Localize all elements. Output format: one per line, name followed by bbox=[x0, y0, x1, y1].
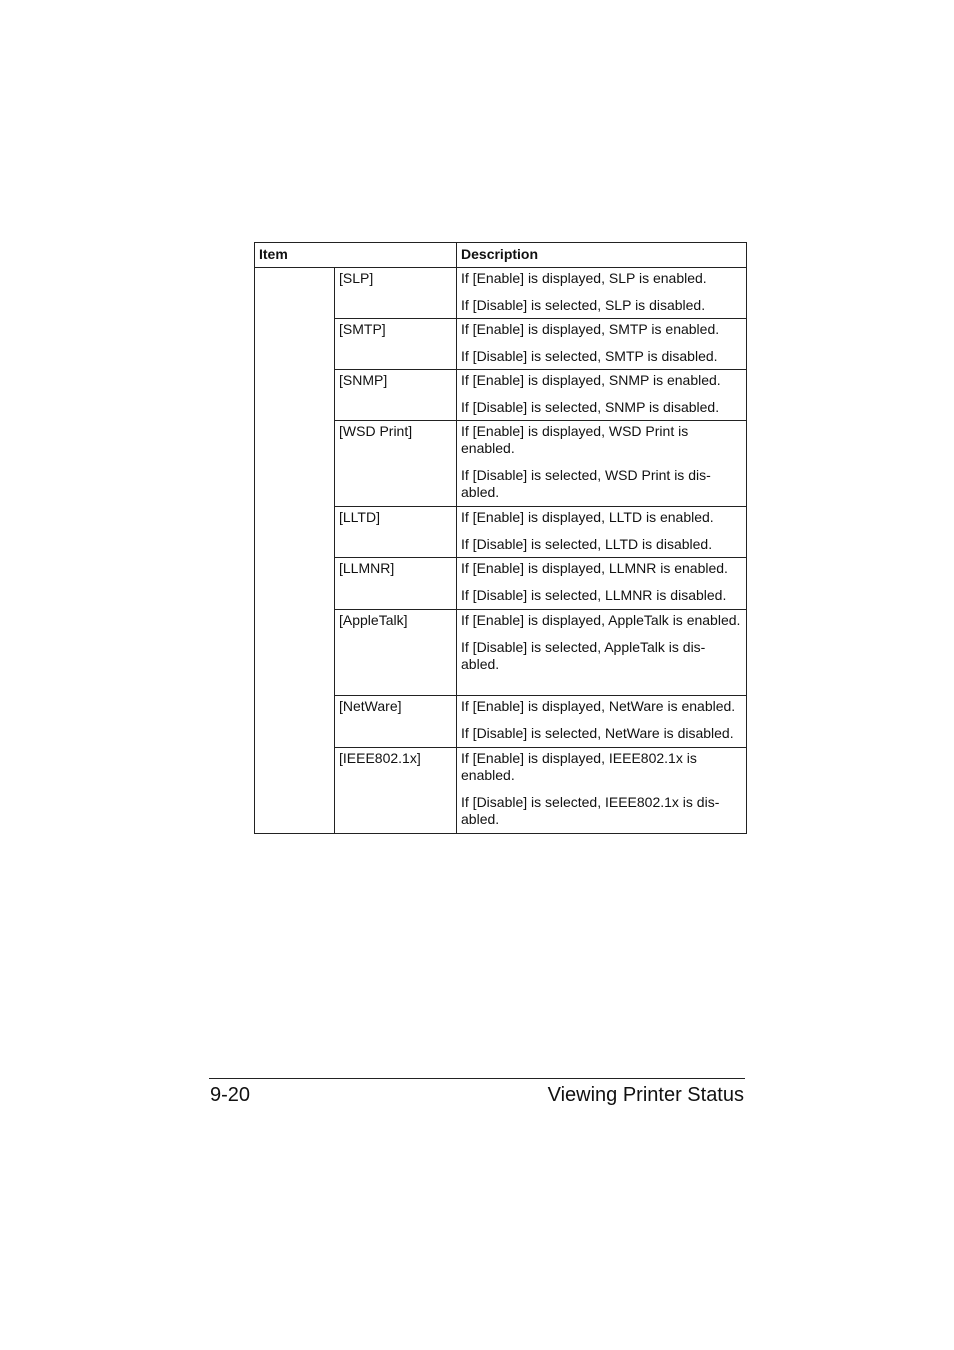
item-cell: [NetWare] bbox=[335, 696, 457, 748]
enabled-text: If [Enable] is displayed, NetWare is enabled. bbox=[461, 698, 736, 714]
disabled-text: If [Disable] is selected, LLMNR is disabled. bbox=[461, 587, 727, 603]
header-description: Description bbox=[457, 243, 747, 268]
description-cell bbox=[457, 268, 747, 319]
item-cell: [SLP] bbox=[335, 268, 457, 319]
item-cell: [SNMP] bbox=[335, 370, 457, 421]
disabled-text: If [Disable] is selected, NetWare is disabled. bbox=[461, 725, 734, 741]
disabled-text: If [Disable] is selected, SLP is disabled. bbox=[461, 297, 706, 313]
chapter-title: Viewing Printer Status bbox=[547, 1084, 744, 1106]
disabled-text: If [Disable] is selected, SMTP is disabled. bbox=[461, 348, 718, 364]
enabled-text: If [Enable] is displayed, AppleTalk is enabled. bbox=[461, 612, 741, 628]
item-cell: [AppleTalk] bbox=[335, 610, 457, 696]
description-cell bbox=[457, 421, 747, 507]
enabled-text: If [Enable] is displayed, SLP is enabled. bbox=[461, 270, 707, 286]
footer-divider bbox=[209, 1078, 745, 1079]
enabled-text: If [Enable] is displayed, LLTD is enabled. bbox=[461, 509, 714, 525]
enabled-text: If [Enable] is displayed, SMTP is enabled. bbox=[461, 321, 720, 337]
disabled-text: If [Disable] is selected, SNMP is disabled. bbox=[461, 399, 720, 415]
disabled-text: If [Disable] is selected, IEEE802.1x is dis- abled. bbox=[461, 794, 720, 827]
enabled-text: If [Enable] is displayed, SNMP is enabled. bbox=[461, 372, 721, 388]
disabled-text: If [Disable] is selected, LLTD is disabled. bbox=[461, 536, 713, 552]
item-cell: [LLMNR] bbox=[335, 558, 457, 610]
description-cell bbox=[457, 558, 747, 610]
enabled-text: If [Enable] is displayed, IEEE802.1x is enabled. bbox=[461, 750, 697, 783]
disabled-text: If [Disable] is selected, AppleTalk is dis- abled. bbox=[461, 639, 706, 672]
description-cell bbox=[457, 370, 747, 421]
description-cell bbox=[457, 507, 747, 558]
header-item: Item bbox=[255, 243, 457, 268]
item-cell: [WSD Print] bbox=[335, 421, 457, 507]
description-cell bbox=[457, 748, 747, 834]
disabled-text: If [Disable] is selected, WSD Print is dis- abled. bbox=[461, 467, 711, 500]
description-cell bbox=[457, 610, 747, 696]
table-row bbox=[255, 268, 747, 319]
description-cell bbox=[457, 696, 747, 748]
item-cell: [SMTP] bbox=[335, 319, 457, 370]
enabled-text: If [Enable] is displayed, WSD Print is enabled. bbox=[461, 423, 689, 456]
description-cell bbox=[457, 319, 747, 370]
enabled-text: If [Enable] is displayed, LLMNR is enabled. bbox=[461, 560, 728, 576]
page-number: 9-20 bbox=[210, 1084, 251, 1106]
item-cell: [LLTD] bbox=[335, 507, 457, 558]
settings-table bbox=[254, 242, 747, 834]
table-header-row bbox=[255, 243, 747, 268]
item-cell: [IEEE802.1x] bbox=[335, 748, 457, 834]
parent-item-cell bbox=[255, 268, 335, 834]
